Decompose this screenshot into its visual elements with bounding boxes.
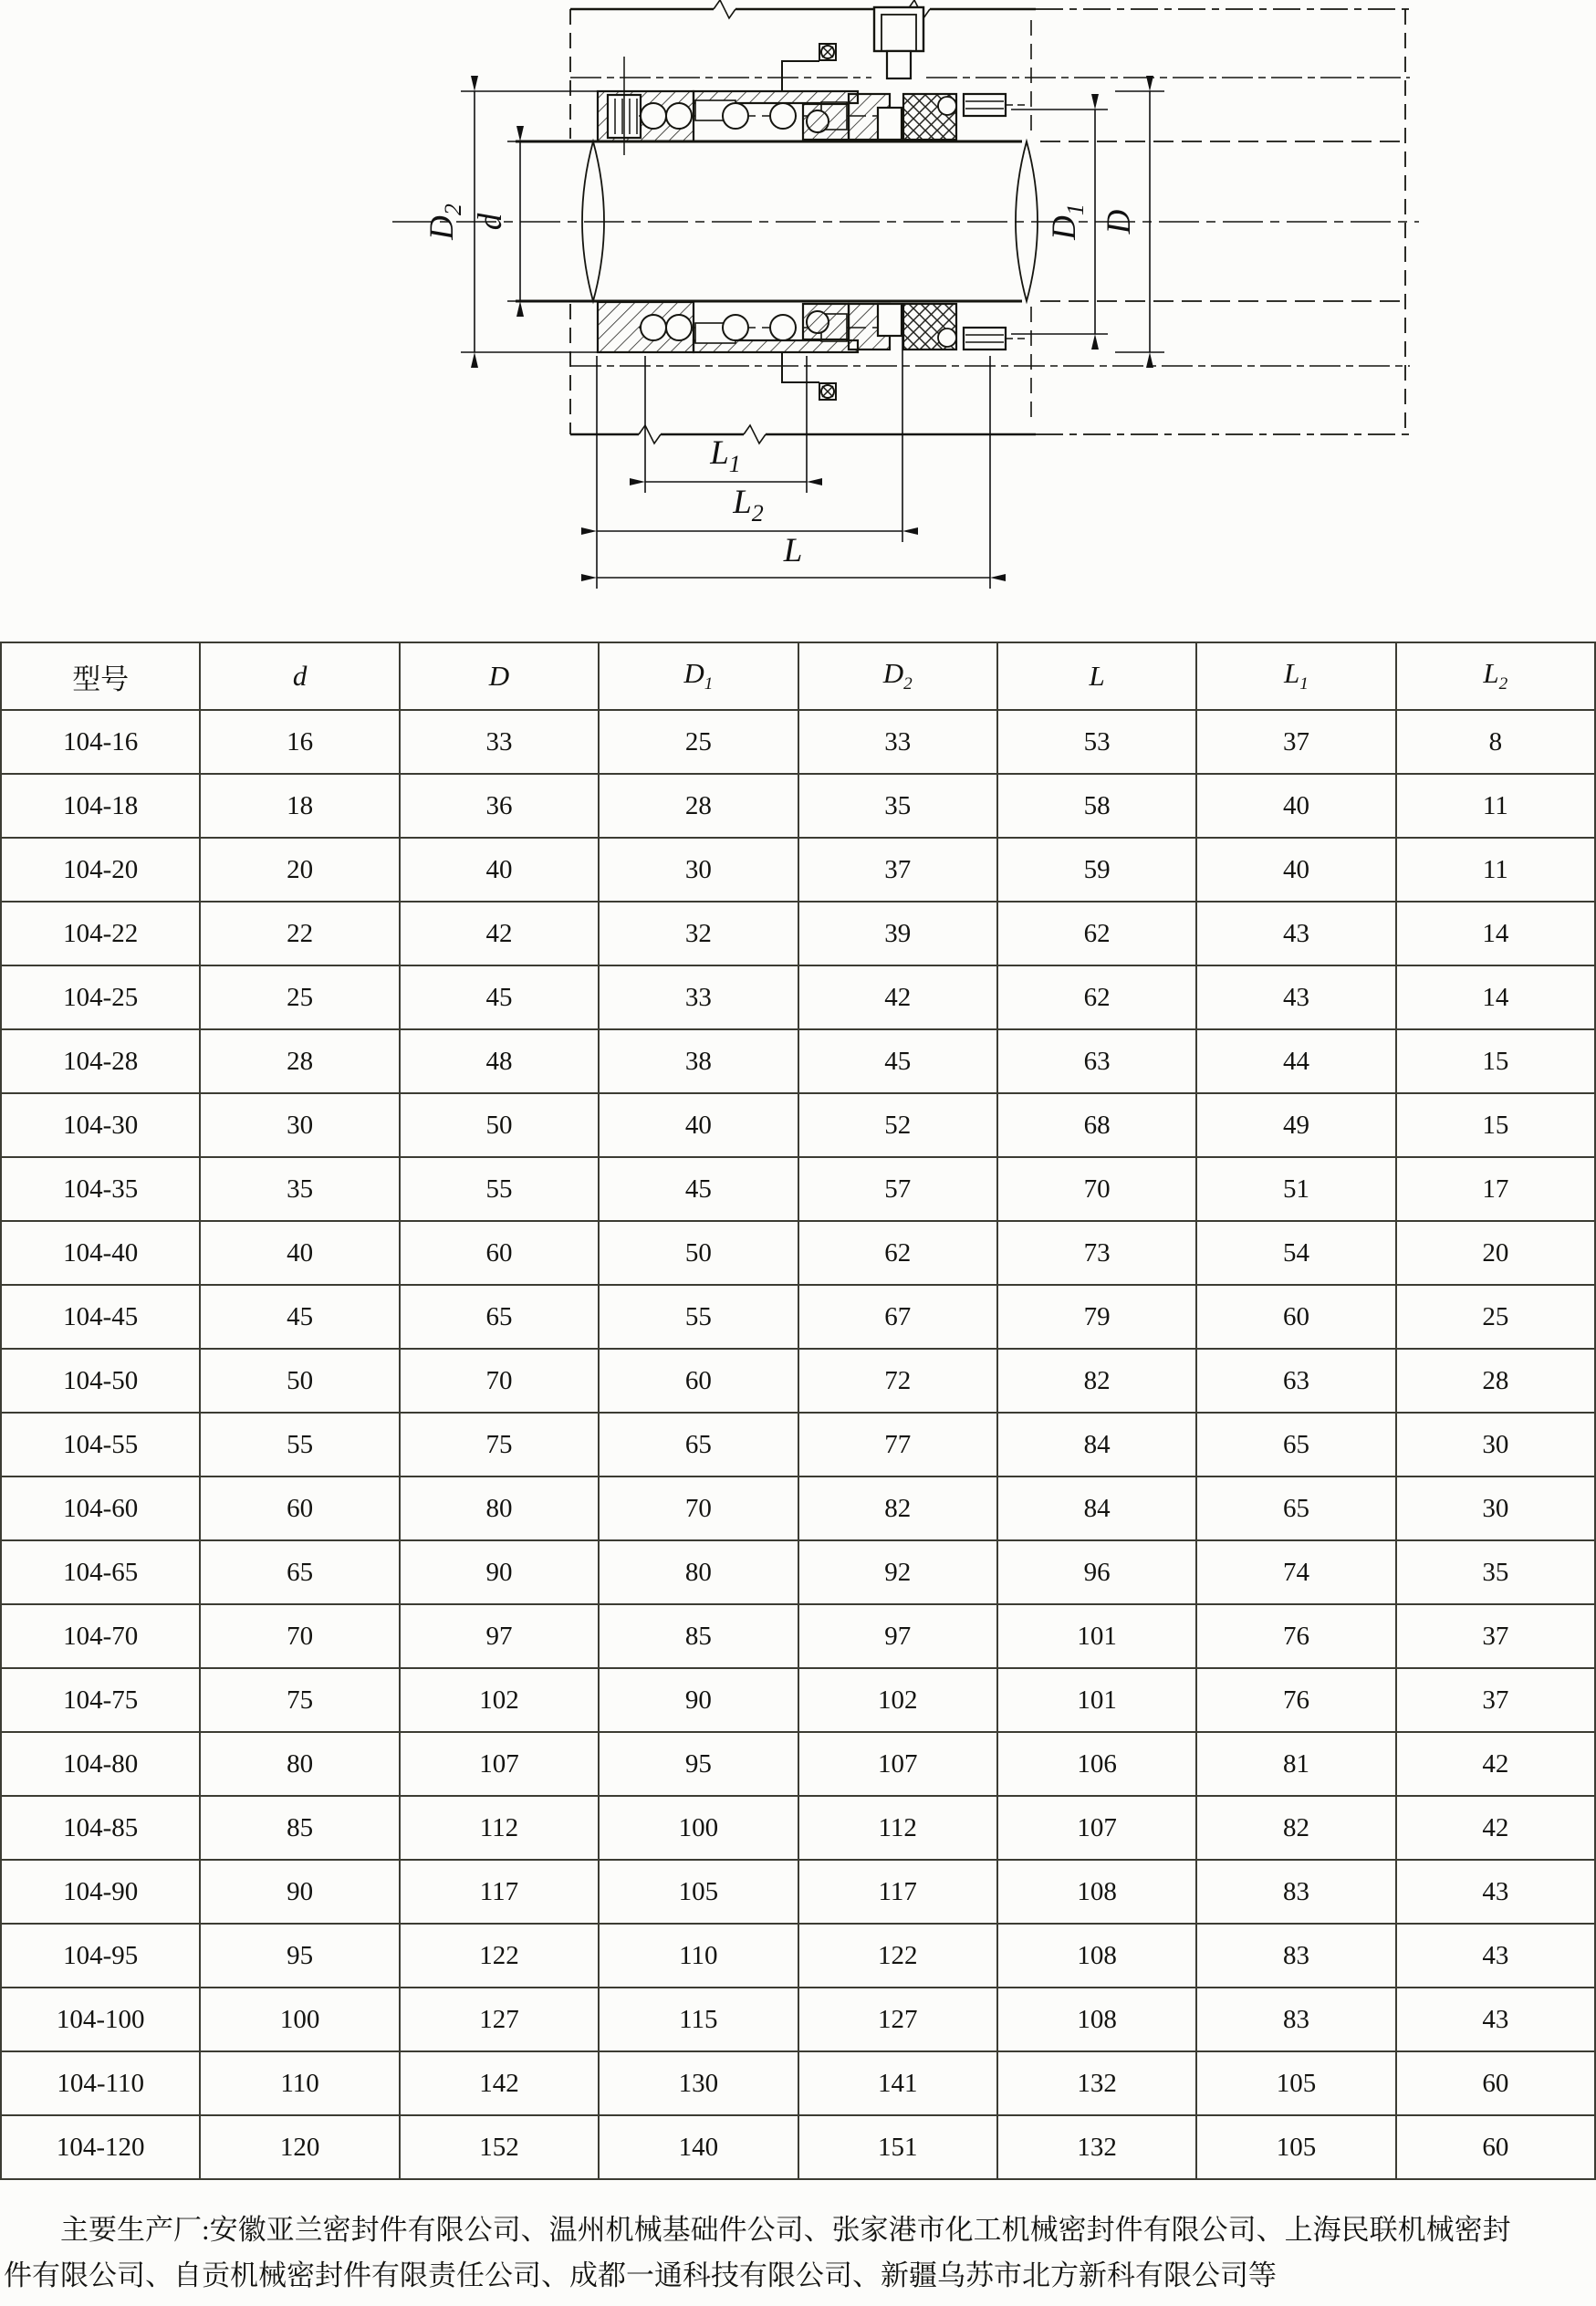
table-cell: 80 — [200, 1732, 399, 1796]
table-cell: 65 — [1196, 1413, 1395, 1476]
column-header: $L_1$ — [1196, 642, 1395, 710]
table-cell: 104-80 — [1, 1732, 200, 1796]
table-cell: 104-25 — [1, 965, 200, 1029]
table-row — [1, 1540, 1595, 1604]
table-cell: 59 — [997, 838, 1196, 902]
lower-seal-assembly — [598, 302, 1026, 352]
table-cell: 77 — [798, 1413, 997, 1476]
table-cell: 152 — [400, 2115, 599, 2179]
table-cell: 83 — [1196, 1988, 1395, 2051]
table-cell: 20 — [1396, 1221, 1595, 1285]
table-cell: 51 — [1196, 1157, 1395, 1221]
table-cell: 104-28 — [1, 1029, 200, 1093]
table-row — [1, 965, 1595, 1029]
seal-face-lower — [878, 304, 902, 336]
table-cell: 40 — [200, 1221, 399, 1285]
table-cell: 37 — [1396, 1668, 1595, 1732]
table-cell: 90 — [599, 1668, 798, 1732]
table-cell: 60 — [1396, 2115, 1595, 2179]
table-cell: 43 — [1396, 1924, 1595, 1988]
table-cell: 107 — [400, 1732, 599, 1796]
table-cell: 33 — [798, 710, 997, 774]
table-cell: 127 — [400, 1988, 599, 2051]
table-cell: 104-55 — [1, 1413, 200, 1476]
table-cell: 112 — [400, 1796, 599, 1860]
table-cell: 140 — [599, 2115, 798, 2179]
table-cell: 90 — [400, 1540, 599, 1604]
table-cell: 104-45 — [1, 1285, 200, 1349]
table-cell: 28 — [599, 774, 798, 838]
table-cell: 11 — [1396, 838, 1595, 902]
column-header: 型号 — [1, 642, 200, 710]
table-cell: 30 — [1396, 1476, 1595, 1540]
dim-label-D2: $D_2$ — [423, 203, 466, 240]
table-cell: 96 — [997, 1540, 1196, 1604]
stop-bracket-lower — [782, 352, 836, 400]
clamp-screw-upper — [964, 94, 1006, 116]
table-cell: 104-22 — [1, 902, 200, 965]
table-row — [1, 1796, 1595, 1860]
table-cell: 43 — [1196, 902, 1395, 965]
manufacturers-note — [0, 2207, 1596, 2299]
table-cell: 45 — [599, 1157, 798, 1221]
table-cell: 80 — [400, 1476, 599, 1540]
table-cell: 79 — [997, 1285, 1196, 1349]
table-cell: 112 — [798, 1796, 997, 1860]
table-row — [1, 1988, 1595, 2051]
table-cell: 17 — [1396, 1157, 1595, 1221]
table-cell: 72 — [798, 1349, 997, 1413]
table-cell: 108 — [997, 1988, 1196, 2051]
table-cell: 43 — [1396, 1860, 1595, 1924]
table-cell: 80 — [599, 1540, 798, 1604]
table-row — [1, 710, 1595, 774]
column-header: $L_2$ — [1396, 642, 1595, 710]
table-cell: 35 — [200, 1157, 399, 1221]
table-cell: 50 — [200, 1349, 399, 1413]
table-cell: 104-65 — [1, 1540, 200, 1604]
table-cell: 45 — [400, 965, 599, 1029]
dim-label-D: D — [1101, 209, 1138, 235]
table-row — [1, 1349, 1595, 1413]
table-cell: 65 — [400, 1285, 599, 1349]
dim-label-D1: $D_1$ — [1046, 203, 1089, 240]
table-cell: 33 — [400, 710, 599, 774]
table-cell: 22 — [200, 902, 399, 965]
table-cell: 57 — [798, 1157, 997, 1221]
table-header-row — [1, 642, 1595, 710]
table-cell: 42 — [1396, 1796, 1595, 1860]
table-cell: 30 — [599, 838, 798, 902]
table-cell: 15 — [1396, 1093, 1595, 1157]
table-cell: 132 — [997, 2115, 1196, 2179]
table-cell: 70 — [599, 1476, 798, 1540]
table-cell: 85 — [599, 1604, 798, 1668]
table-cell: 53 — [997, 710, 1196, 774]
table-cell: 142 — [400, 2051, 599, 2115]
table-cell: 60 — [1396, 2051, 1595, 2115]
table-cell: 74 — [1196, 1540, 1395, 1604]
table-cell: 107 — [997, 1796, 1196, 1860]
table-cell: 49 — [1196, 1093, 1395, 1157]
table-cell: 42 — [400, 902, 599, 965]
table-cell: 95 — [599, 1732, 798, 1796]
table-cell: 14 — [1396, 965, 1595, 1029]
table-cell: 83 — [1196, 1860, 1395, 1924]
column-header: $D_2$ — [798, 642, 997, 710]
table-cell: 65 — [1196, 1476, 1395, 1540]
table-cell: 102 — [400, 1668, 599, 1732]
table-cell: 58 — [997, 774, 1196, 838]
table-cell: 122 — [798, 1924, 997, 1988]
table-cell: 104-40 — [1, 1221, 200, 1285]
table-cell: 132 — [997, 2051, 1196, 2115]
table-cell: 104-110 — [1, 2051, 200, 2115]
table-row — [1, 2051, 1595, 2115]
table-row — [1, 838, 1595, 902]
table-cell: 104-120 — [1, 2115, 200, 2179]
table-cell: 82 — [798, 1476, 997, 1540]
table-cell: 52 — [798, 1093, 997, 1157]
table-cell: 62 — [997, 965, 1196, 1029]
table-cell: 55 — [200, 1413, 399, 1476]
table-cell: 105 — [1196, 2051, 1395, 2115]
table-cell: 45 — [200, 1285, 399, 1349]
table-cell: 68 — [997, 1093, 1196, 1157]
table-cell: 62 — [798, 1221, 997, 1285]
seal-face-upper — [878, 108, 902, 140]
table-cell: 50 — [599, 1221, 798, 1285]
table-cell: 104-95 — [1, 1924, 200, 1988]
table-cell: 70 — [200, 1604, 399, 1668]
table-cell: 70 — [400, 1349, 599, 1413]
table-cell: 105 — [1196, 2115, 1395, 2179]
table-cell: 95 — [200, 1924, 399, 1988]
table-row — [1, 1285, 1595, 1349]
table-cell: 104-60 — [1, 1476, 200, 1540]
table-row — [1, 902, 1595, 965]
table-cell: 104-50 — [1, 1349, 200, 1413]
table-cell: 104-90 — [1, 1860, 200, 1924]
table-cell: 18 — [200, 774, 399, 838]
table-cell: 151 — [798, 2115, 997, 2179]
table-cell: 60 — [599, 1349, 798, 1413]
table-row — [1, 1221, 1595, 1285]
table-cell: 28 — [200, 1029, 399, 1093]
table-cell: 30 — [1396, 1413, 1595, 1476]
table-cell: 81 — [1196, 1732, 1395, 1796]
table-row — [1, 1668, 1595, 1732]
table-cell: 141 — [798, 2051, 997, 2115]
table-cell: 117 — [798, 1860, 997, 1924]
table-cell: 40 — [599, 1093, 798, 1157]
table-cell: 127 — [798, 1988, 997, 2051]
table-cell: 104-100 — [1, 1988, 200, 2051]
table-row — [1, 1860, 1595, 1924]
column-header: $D_1$ — [599, 642, 798, 710]
table-cell: 82 — [1196, 1796, 1395, 1860]
table-cell: 8 — [1396, 710, 1595, 774]
dim-label-L2: $L_2$ — [733, 484, 764, 527]
table-cell: 76 — [1196, 1668, 1395, 1732]
table-cell: 42 — [1396, 1732, 1595, 1796]
table-cell: 105 — [599, 1860, 798, 1924]
table-cell: 130 — [599, 2051, 798, 2115]
table-cell: 104-20 — [1, 838, 200, 902]
table-row — [1, 1413, 1595, 1476]
table-cell: 25 — [200, 965, 399, 1029]
table-cell: 83 — [1196, 1924, 1395, 1988]
column-header: d — [200, 642, 399, 710]
table-cell: 35 — [798, 774, 997, 838]
table-cell: 84 — [997, 1413, 1196, 1476]
table-cell: 104-16 — [1, 710, 200, 774]
dim-label-d: d — [472, 213, 509, 231]
table-cell: 60 — [200, 1476, 399, 1540]
dimension-table — [0, 642, 1596, 2180]
table-cell: 30 — [200, 1093, 399, 1157]
table-cell: 90 — [200, 1860, 399, 1924]
table-cell: 36 — [400, 774, 599, 838]
table-cell: 75 — [200, 1668, 399, 1732]
table-cell: 104-18 — [1, 774, 200, 838]
table-cell: 108 — [997, 1924, 1196, 1988]
table-row — [1, 1924, 1595, 1988]
stop-bracket-upper — [782, 44, 836, 91]
table-cell: 101 — [997, 1604, 1196, 1668]
table-cell: 120 — [200, 2115, 399, 2179]
table-cell: 107 — [798, 1732, 997, 1796]
seal-head-upper — [803, 104, 849, 140]
table-cell: 11 — [1396, 774, 1595, 838]
table-cell: 110 — [599, 1924, 798, 1988]
table-cell: 63 — [1196, 1349, 1395, 1413]
table-cell: 76 — [1196, 1604, 1395, 1668]
table-cell: 65 — [200, 1540, 399, 1604]
table-cell: 50 — [400, 1093, 599, 1157]
table-body — [1, 710, 1595, 2179]
table-cell: 48 — [400, 1029, 599, 1093]
seal-section-drawing — [0, 0, 1596, 642]
table-cell: 14 — [1396, 902, 1595, 965]
column-header: D — [400, 642, 599, 710]
table-cell: 25 — [599, 710, 798, 774]
table-cell: 32 — [599, 902, 798, 965]
table-cell: 101 — [997, 1668, 1196, 1732]
table-cell: 67 — [798, 1285, 997, 1349]
column-header: L — [997, 642, 1196, 710]
table-cell: 84 — [997, 1476, 1196, 1540]
table-row — [1, 1157, 1595, 1221]
table-cell: 25 — [1396, 1285, 1595, 1349]
table-cell: 122 — [400, 1924, 599, 1988]
table-row — [1, 1093, 1595, 1157]
table-cell: 104-85 — [1, 1796, 200, 1860]
table-row — [1, 774, 1595, 838]
table-cell: 65 — [599, 1413, 798, 1476]
table-cell: 82 — [997, 1349, 1196, 1413]
table-cell: 35 — [1396, 1540, 1595, 1604]
table-row — [1, 2115, 1595, 2179]
table-cell: 43 — [1396, 1988, 1595, 2051]
table-row — [1, 1029, 1595, 1093]
clamp-screw-lower — [964, 328, 1006, 350]
table-cell: 104-75 — [1, 1668, 200, 1732]
table-cell: 92 — [798, 1540, 997, 1604]
table-cell: 55 — [400, 1157, 599, 1221]
table-cell: 60 — [400, 1221, 599, 1285]
table-cell: 73 — [997, 1221, 1196, 1285]
table-row — [1, 1604, 1595, 1668]
table-row — [1, 1732, 1595, 1796]
table-cell: 39 — [798, 902, 997, 965]
table-cell: 60 — [1196, 1285, 1395, 1349]
table-cell: 104-35 — [1, 1157, 200, 1221]
table-cell: 108 — [997, 1860, 1196, 1924]
table-cell: 54 — [1196, 1221, 1395, 1285]
table-cell: 106 — [997, 1732, 1196, 1796]
gland-stud — [874, 7, 923, 78]
table-cell: 44 — [1196, 1029, 1395, 1093]
table-cell: 100 — [200, 1988, 399, 2051]
table-cell: 75 — [400, 1413, 599, 1476]
table-cell: 28 — [1396, 1349, 1595, 1413]
dim-label-L: L — [783, 532, 803, 569]
table-cell: 37 — [1396, 1604, 1595, 1668]
shaft — [392, 141, 1419, 301]
table-cell: 40 — [1196, 838, 1395, 902]
table-cell: 16 — [200, 710, 399, 774]
manufacturers-note-line1: 主要生产厂:安徽亚兰密封件有限公司、温州机械基础件公司、张家港市化工机械密封件有限公司、上海民联机械密封 — [60, 2214, 1511, 2246]
table-cell: 55 — [599, 1285, 798, 1349]
table-cell: 40 — [1196, 774, 1395, 838]
table-cell: 85 — [200, 1796, 399, 1860]
table-cell: 117 — [400, 1860, 599, 1924]
table-cell: 110 — [200, 2051, 399, 2115]
seal-head-lower — [803, 304, 849, 339]
table-cell: 33 — [599, 965, 798, 1029]
table-cell: 42 — [798, 965, 997, 1029]
manufacturers-note-line2: 件有限公司、自贡机械密封件有限责任公司、成都一通科技有限公司、新疆乌苏市北方新科有限公司等 — [4, 2259, 1277, 2292]
table-cell: 97 — [400, 1604, 599, 1668]
dim-label-L1: $L_1$ — [710, 434, 741, 477]
table-cell: 38 — [599, 1029, 798, 1093]
table-cell: 102 — [798, 1668, 997, 1732]
table-row — [1, 1476, 1595, 1540]
table-cell: 43 — [1196, 965, 1395, 1029]
table-cell: 15 — [1396, 1029, 1595, 1093]
table-cell: 37 — [798, 838, 997, 902]
table-cell: 97 — [798, 1604, 997, 1668]
table-cell: 70 — [997, 1157, 1196, 1221]
table-cell: 40 — [400, 838, 599, 902]
table-cell: 45 — [798, 1029, 997, 1093]
table-cell: 104-70 — [1, 1604, 200, 1668]
table-cell: 104-30 — [1, 1093, 200, 1157]
table-cell: 115 — [599, 1988, 798, 2051]
table-cell: 37 — [1196, 710, 1395, 774]
seal-section-svg — [0, 0, 1596, 642]
table-cell: 100 — [599, 1796, 798, 1860]
table-cell: 62 — [997, 902, 1196, 965]
table-cell: 20 — [200, 838, 399, 902]
table-cell: 63 — [997, 1029, 1196, 1093]
